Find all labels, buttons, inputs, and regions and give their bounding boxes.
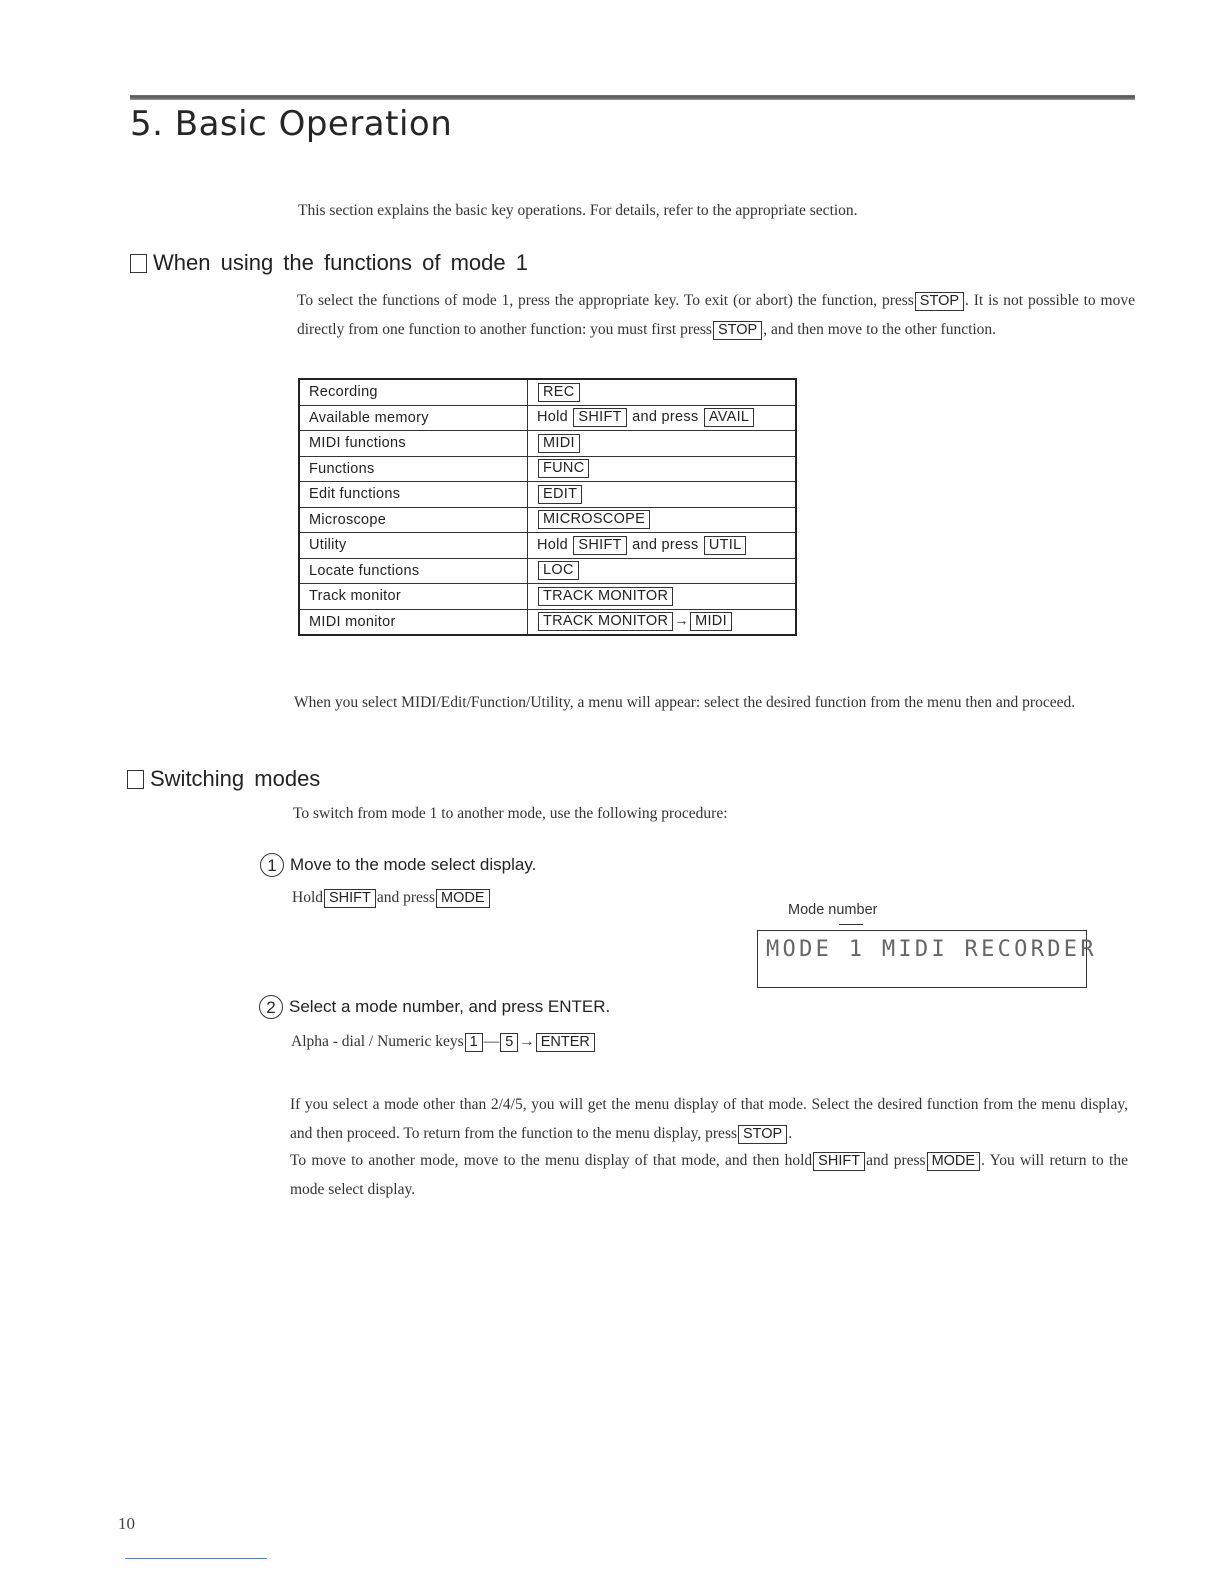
key-cell bbox=[528, 507, 797, 533]
menu-paragraph bbox=[290, 1090, 1128, 1148]
function-label: Microscope bbox=[299, 507, 528, 533]
text-segment: Hold bbox=[292, 889, 323, 906]
table-row bbox=[299, 482, 796, 508]
footer-rule bbox=[125, 1558, 267, 1559]
rec-key: REC bbox=[538, 383, 580, 402]
header-rule bbox=[130, 95, 1135, 100]
text-segment: If you select a mode other than 2/4/5, you will get the menu display of that mode. Select the desired function from the menu display, and then proceed. To return from the function to the menu display, press bbox=[290, 1096, 1128, 1142]
shift-key: SHIFT bbox=[573, 408, 626, 427]
step-2-keys bbox=[291, 1027, 596, 1056]
table-row bbox=[299, 431, 796, 457]
edit-key: EDIT bbox=[538, 485, 582, 504]
text-segment: To move to another mode, move to the menu display of that mode, and then hold bbox=[290, 1152, 813, 1169]
step-1 bbox=[260, 853, 536, 877]
table-row bbox=[299, 405, 796, 431]
arrow-right-icon: → bbox=[519, 1033, 535, 1050]
text-segment: and press bbox=[866, 1152, 926, 1169]
checkbox-icon bbox=[130, 254, 147, 273]
table-row bbox=[299, 379, 796, 405]
microscope-key: MICROSCOPE bbox=[538, 510, 650, 529]
text-segment: and press bbox=[632, 409, 699, 426]
mode-number-label: Mode number bbox=[788, 902, 878, 918]
function-label: Functions bbox=[299, 456, 528, 482]
function-label: Edit functions bbox=[299, 482, 528, 508]
page-number: 10 bbox=[118, 1514, 135, 1533]
function-label: Track monitor bbox=[299, 584, 528, 610]
shift-key: SHIFT bbox=[324, 889, 376, 908]
shift-key: SHIFT bbox=[813, 1152, 865, 1171]
dash-separator: — bbox=[483, 1033, 500, 1050]
key-cell bbox=[528, 431, 797, 457]
key-cell bbox=[528, 609, 797, 635]
text-segment: Hold bbox=[537, 536, 569, 553]
arrow-right-icon: → bbox=[674, 613, 690, 630]
key-cell bbox=[528, 584, 797, 610]
move-mode-paragraph bbox=[290, 1146, 1128, 1204]
key-cell bbox=[528, 533, 797, 559]
text-segment: . It is not possible to move directly from one function to another function: you must first press bbox=[297, 292, 1135, 338]
function-label: Recording bbox=[299, 379, 528, 405]
shift-key: SHIFT bbox=[573, 536, 626, 555]
intro-paragraph: This section explains the basic key operations. For details, refer to the appropriate section. bbox=[298, 202, 858, 219]
key-cell bbox=[528, 558, 797, 584]
loc-key: LOC bbox=[538, 561, 579, 580]
mode-key: MODE bbox=[927, 1152, 981, 1171]
checkbox-icon bbox=[127, 770, 144, 789]
track-monitor-key: TRACK MONITOR bbox=[538, 587, 673, 606]
table-row bbox=[299, 533, 796, 559]
key-cell bbox=[528, 405, 797, 431]
avail-key: AVAIL bbox=[704, 408, 754, 427]
track-monitor-key: TRACK MONITOR bbox=[538, 612, 673, 631]
table-row bbox=[299, 507, 796, 533]
table-row bbox=[299, 584, 796, 610]
function-label: Locate functions bbox=[299, 558, 528, 584]
step-1-keys bbox=[292, 883, 491, 912]
key-cell bbox=[528, 456, 797, 482]
section-heading-switching bbox=[127, 766, 320, 792]
midi-key: MIDI bbox=[538, 434, 580, 453]
section-heading-text: When using the functions of mode 1 bbox=[153, 250, 528, 275]
text-segment: Hold bbox=[537, 409, 569, 426]
text-segment: . You will return to the mode select display. bbox=[290, 1152, 1128, 1198]
lcd-display bbox=[757, 930, 1097, 988]
step-number-icon: 1 bbox=[260, 853, 284, 877]
mode1-paragraph bbox=[297, 286, 1135, 344]
step-2 bbox=[259, 995, 610, 1019]
stop-key: STOP bbox=[915, 292, 964, 311]
function-label: MIDI functions bbox=[299, 431, 528, 457]
enter-key: ENTER bbox=[536, 1033, 595, 1052]
chapter-title: 5. Basic Operation bbox=[130, 104, 453, 144]
text-segment: To select the functions of mode 1, press the appropriate key. To exit (or abort) the function, press bbox=[297, 292, 914, 309]
mode-key: MODE bbox=[436, 889, 490, 908]
func-key: FUNC bbox=[538, 459, 589, 478]
function-label: Available memory bbox=[299, 405, 528, 431]
after-table-paragraph: When you select MIDI/Edit/Function/Utility, a menu will appear: select the desired function from the menu then and proceed. bbox=[294, 694, 1076, 711]
key-5: 5 bbox=[500, 1033, 518, 1052]
util-key: UTIL bbox=[704, 536, 747, 555]
key-cell bbox=[528, 379, 797, 405]
stop-key: STOP bbox=[713, 321, 762, 340]
step-title: Select a mode number, and press ENTER. bbox=[289, 997, 611, 1016]
function-key-table bbox=[298, 378, 797, 636]
table-row bbox=[299, 609, 796, 635]
text-segment: , and then move to the other function. bbox=[763, 321, 997, 338]
function-label: Utility bbox=[299, 533, 528, 559]
section-heading-text: Switching modes bbox=[150, 766, 321, 791]
stop-key: STOP bbox=[738, 1125, 787, 1144]
key-1: 1 bbox=[465, 1033, 483, 1052]
table-row bbox=[299, 558, 796, 584]
text-segment: and press bbox=[632, 536, 699, 553]
table-row bbox=[299, 456, 796, 482]
function-label: MIDI monitor bbox=[299, 609, 528, 635]
text-segment: . bbox=[788, 1125, 793, 1142]
step-number-icon: 2 bbox=[259, 995, 283, 1019]
mode-number-pointer bbox=[839, 924, 863, 925]
lcd-text: MODE 1 MIDI RECORDER bbox=[766, 937, 1097, 962]
key-cell bbox=[528, 482, 797, 508]
text-segment: Alpha - dial / Numeric keys bbox=[291, 1033, 464, 1050]
text-segment: and press bbox=[376, 889, 436, 906]
section-heading-mode1 bbox=[130, 250, 528, 276]
switching-intro: To switch from mode 1 to another mode, use the following procedure: bbox=[293, 805, 728, 822]
step-title: Move to the mode select display. bbox=[290, 855, 537, 874]
midi-key: MIDI bbox=[690, 612, 732, 631]
